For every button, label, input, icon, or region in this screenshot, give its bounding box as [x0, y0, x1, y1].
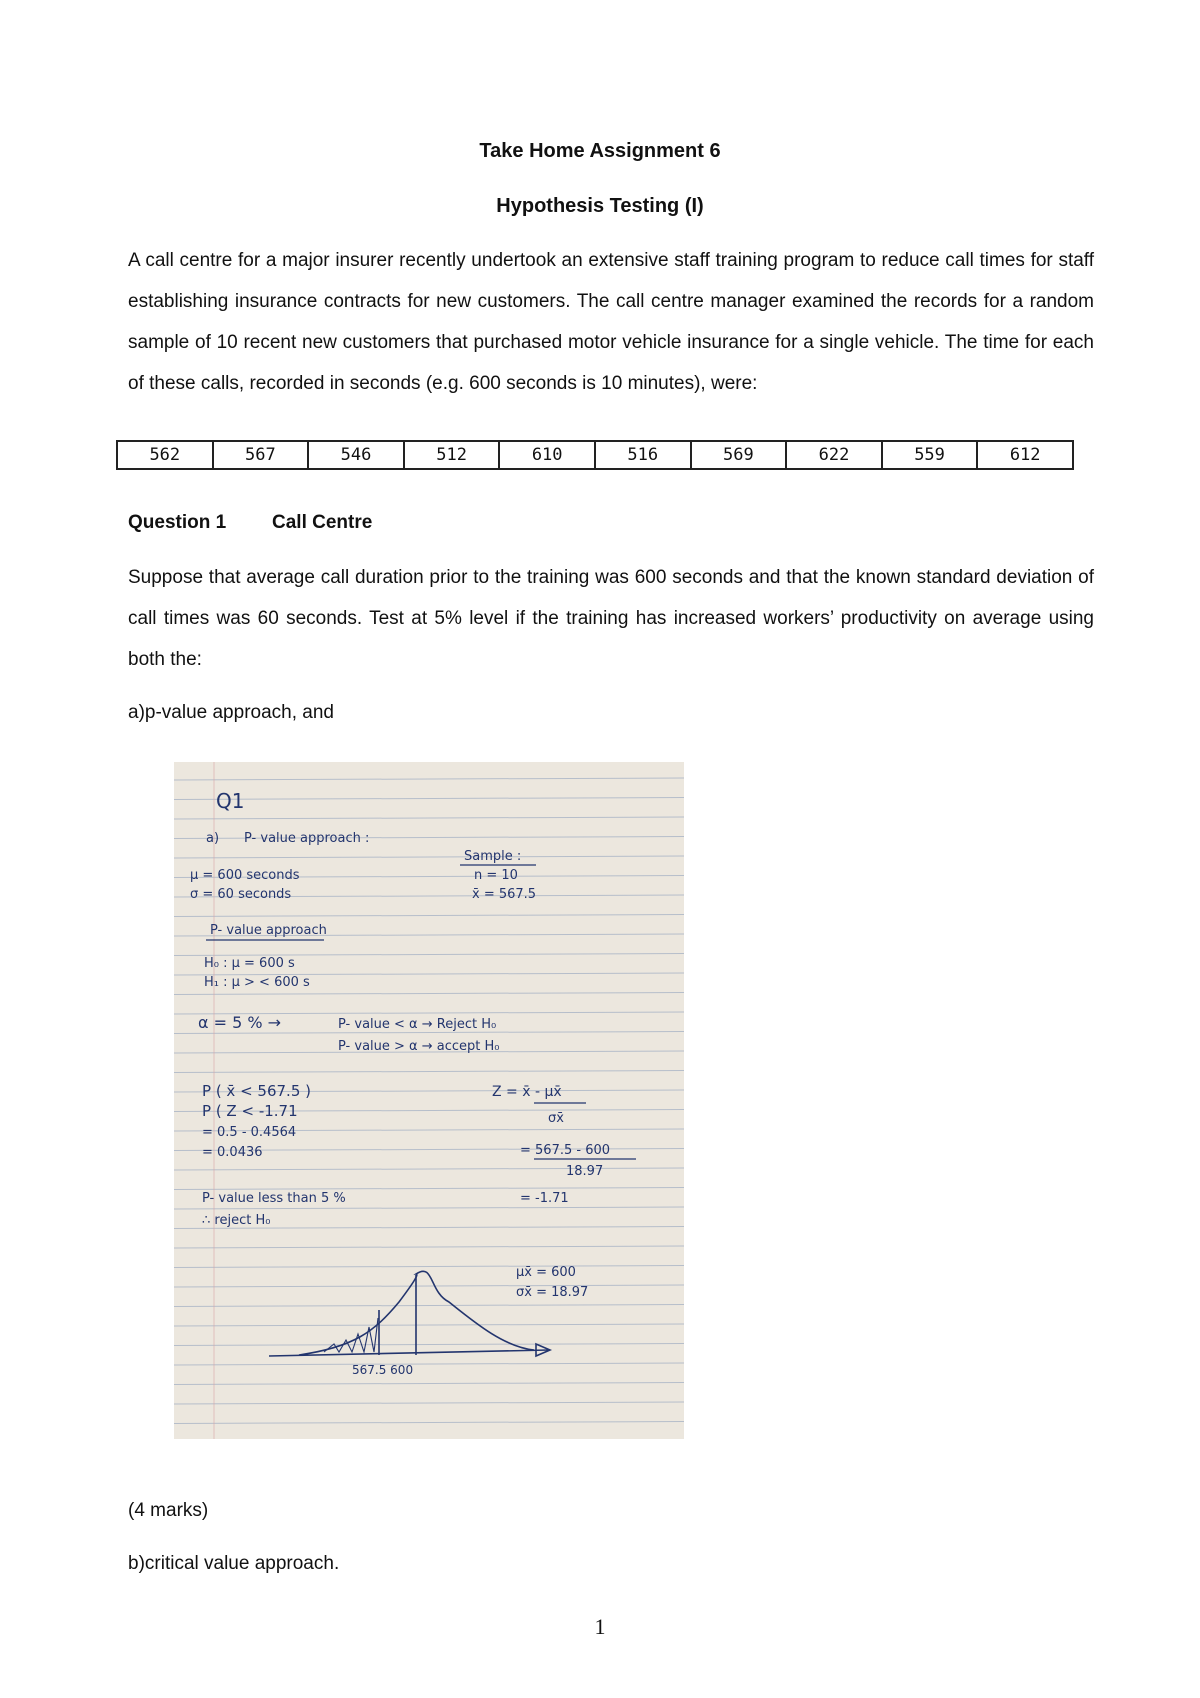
hw-n: n = 10 [474, 868, 518, 883]
hw-z-den: σx̄ [548, 1111, 564, 1126]
call-times-row [117, 441, 1073, 469]
hw-h1: H₁ : μ > < 600 s [204, 975, 310, 990]
hw-z-num: = 567.5 - 600 [520, 1143, 611, 1158]
hw-approach: P- value approach [210, 923, 327, 938]
call-time-cell: 612 [977, 441, 1073, 469]
intro-paragraph: A call centre for a major insurer recently undertook an extensive staff training program to reduce call times for staff establishing insurance contracts for new customers. The call centre manager examined the records for a random sample of 10 recent new customers that purchased motor vehicle insurance for a single vehicle. The time for each of these calls, recorded in seconds (e.g. 600 seconds is 10 minutes), were: [128, 250, 1094, 394]
document-subtitle: Hypothesis Testing (I) [496, 195, 704, 217]
hw-h0: H₀ : μ = 600 s [204, 956, 295, 971]
call-time-cell: 512 [404, 441, 500, 469]
part-b-text: b)critical value approach. [128, 1553, 340, 1574]
hw-prob1: P ( x̄ < 567.5 ) [202, 1082, 311, 1100]
call-time-cell: 567 [213, 441, 309, 469]
hw-z-res: = -1.71 [520, 1191, 569, 1206]
call-time-cell: 610 [499, 441, 595, 469]
hw-rule1: P- value < α → Reject H₀ [338, 1017, 497, 1032]
hw-mu: μ = 600 seconds [190, 868, 300, 883]
call-time-cell: 562 [117, 441, 213, 469]
call-times-table [116, 440, 1074, 470]
hw-heading: Q1 [216, 789, 245, 813]
call-time-cell: 559 [882, 441, 978, 469]
hw-rule2: P- value > α → accept H₀ [338, 1039, 500, 1054]
hw-part-title: P- value approach : [244, 831, 370, 846]
question-text: Suppose that average call duration prior to the training was 600 seconds and that the known standard deviation of call times was 60 seconds. Test at 5% level if the training has increased workers’ productivity on average using both the: [128, 567, 1094, 670]
document-title: Take Home Assignment 6 [479, 140, 721, 162]
hw-mu-xbar: μx̄ = 600 [516, 1265, 576, 1280]
handwritten-solution-photo [174, 762, 684, 1439]
call-time-cell: 622 [786, 441, 882, 469]
hw-concl1: P- value less than 5 % [202, 1191, 346, 1206]
hw-calc2: = 0.0436 [202, 1145, 263, 1160]
part-a-text: a)p-value approach, and [128, 702, 334, 723]
hw-axis-label: 567.5 600 [352, 1363, 414, 1377]
call-time-cell: 546 [308, 441, 404, 469]
marks-text: (4 marks) [128, 1500, 209, 1521]
hw-xbar: x̄ = 567.5 [472, 887, 537, 902]
page-number: 1 [594, 1614, 606, 1639]
call-time-cell: 516 [595, 441, 691, 469]
hw-sigma: σ = 60 seconds [190, 887, 292, 902]
hw-z-def: Z = x̄ - μx̄ [492, 1084, 562, 1100]
hw-sample-label: Sample : [464, 849, 522, 864]
hw-calc1: = 0.5 - 0.4564 [202, 1125, 297, 1140]
question-label: Question 1 [128, 512, 227, 533]
hw-sigma-xbar: σx̄ = 18.97 [516, 1285, 589, 1300]
question-title: Call Centre [272, 512, 373, 533]
hw-part: a) [206, 831, 220, 846]
hw-prob2: P ( Z < -1.71 [202, 1102, 298, 1120]
hw-z-den2: 18.97 [566, 1164, 604, 1179]
call-time-cell: 569 [691, 441, 787, 469]
hw-concl2: ∴ reject H₀ [202, 1213, 271, 1228]
hw-alpha: α = 5 % → [198, 1013, 282, 1032]
